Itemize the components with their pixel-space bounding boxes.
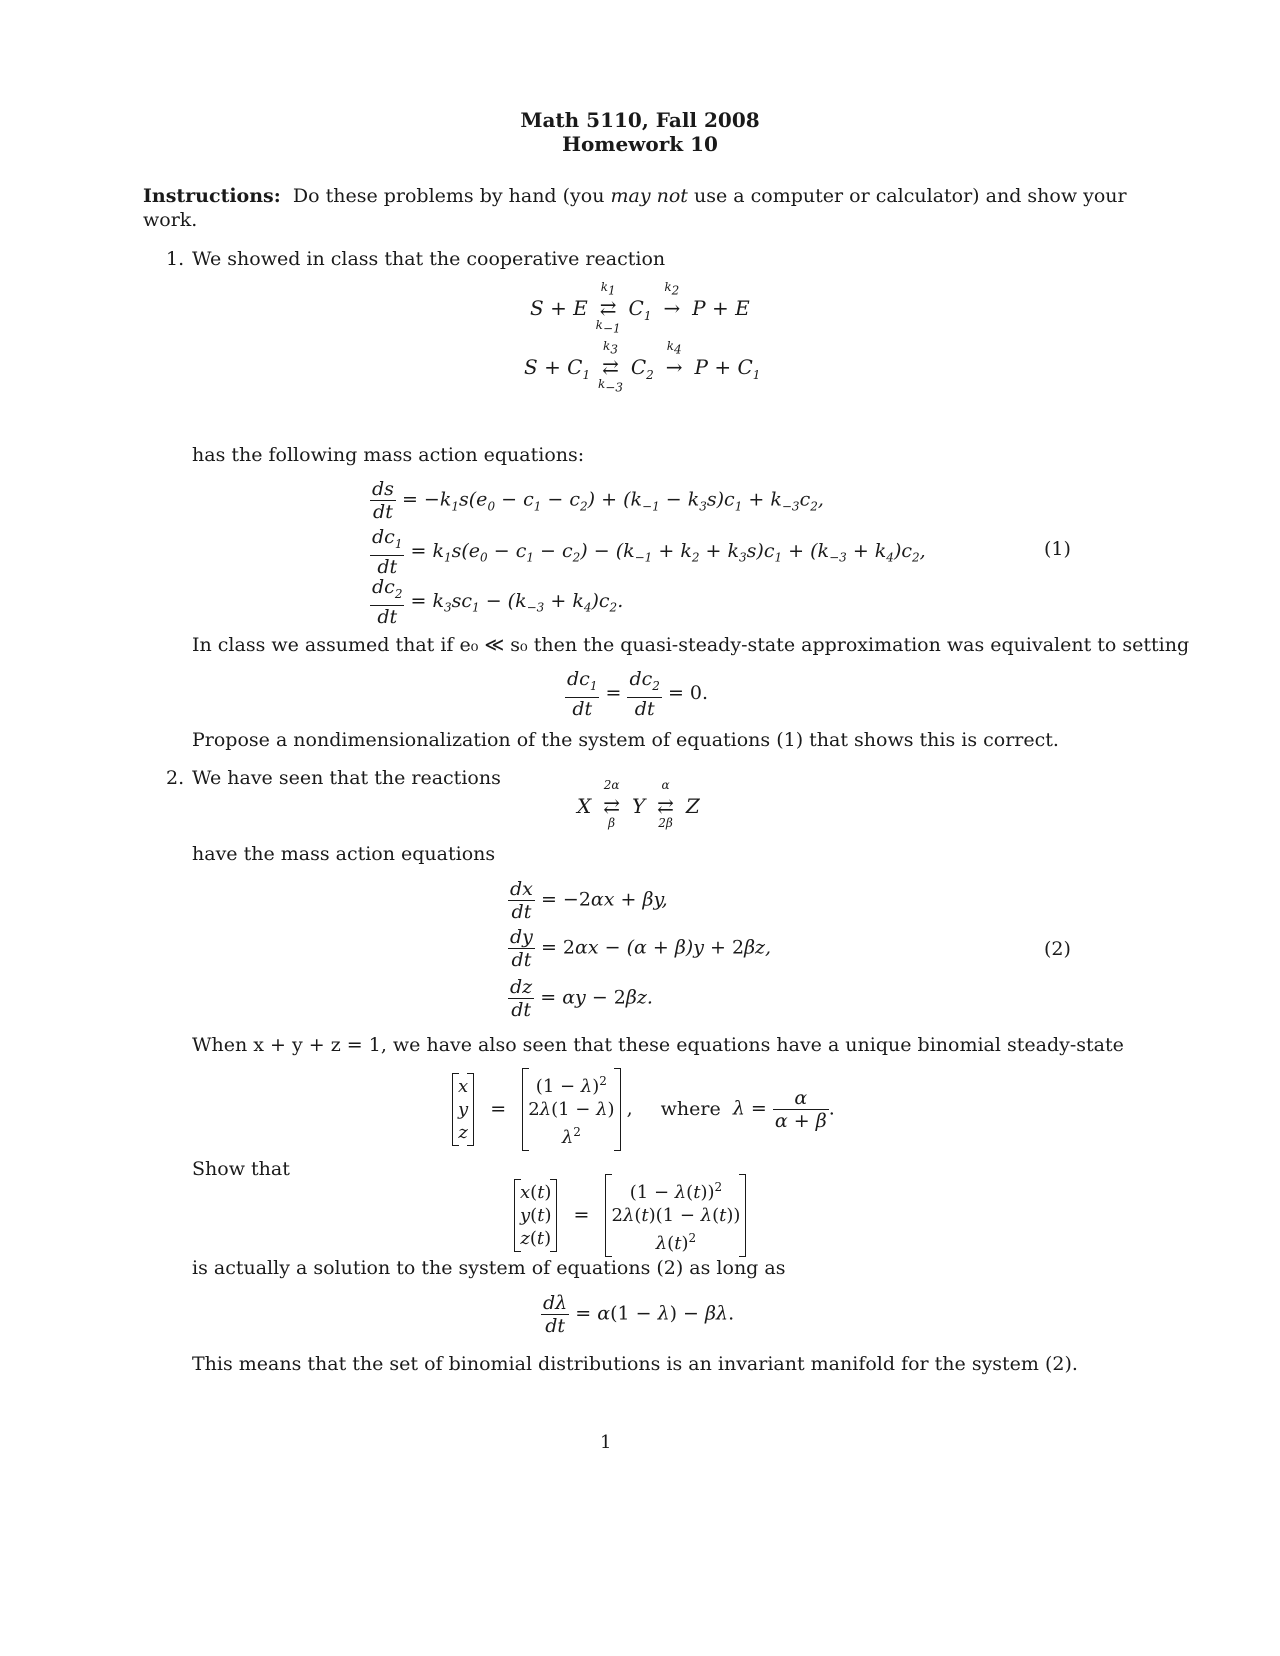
equation-dz-dt: $\frac{dz}{dt}$ = αy − 2βz. — [510, 976, 653, 1021]
equation-dc2-dt: $\frac{dc_2}{dt}$ = $k_3sc_1 - (k_{-3} + k_4)c_2$. — [372, 576, 624, 628]
vector-xyz-t: x(t) y(t) z(t) — [514, 1179, 557, 1252]
equation-number-1: (1) — [1044, 538, 1071, 560]
equation-dlambda-dt: $\frac{d\lambda}{dt}$ = α(1 − λ) − βλ. — [543, 1292, 735, 1337]
problem2-mass-action-intro: have the mass action equations — [192, 843, 496, 865]
equation-dc1-dt: $\frac{dc_1}{dt}$ = $k_1s(e_0 - c_1 - c_2) - (k_{-1} + k_2 + k_3s)c_1 + (k_{-3} + k_4)c_2$, — [372, 526, 926, 578]
instructions — [143, 184, 1127, 208]
problem2-solution-text: is actually a solution to the system of equations (2) as long as — [192, 1257, 786, 1279]
course-title: Math 5110, Fall 2008 — [520, 108, 760, 132]
vector-binomial: $(1 - \lambda)^2$ 2λ(1 − λ) $\lambda^2$ — [522, 1068, 620, 1151]
equation-dy-dt: $\frac{dy}{dt}$ = 2αx − (α + β)y + 2βz, — [510, 926, 772, 971]
vector-xyz: x y z — [452, 1073, 474, 1146]
problem2-steady-text: When x + y + z = 1, we have also seen that these equations have a unique binomial steady-state — [192, 1034, 1124, 1056]
equation-dx-dt: $\frac{dx}{dt}$ = −2αx + βy, — [510, 878, 668, 923]
instructions-emph: may not — [610, 185, 688, 207]
problem1-intro: We showed in class that the cooperative reaction — [192, 248, 666, 270]
reaction-1: S + E ⇄ $k_1$ $k_{-1}$ $C_1$ → $k_2$ P + E — [530, 280, 750, 336]
problem1-number: 1. — [166, 248, 185, 270]
equation-ds-dt: $\frac{ds}{dt}$ = $-k_1s(e_0 - c_1 - c_2) + (k_{-1} - k_3s)c_1 + k_{-3}c_2$, — [372, 478, 824, 523]
equation-number-2: (2) — [1044, 938, 1071, 960]
problem2-intro: We have seen that the reactions — [192, 767, 501, 789]
equation-steady-state: x y $z = (1 - \lambda)^2$ 2λ(1 − λ) $\lambda^2$ , where λ = $\frac{\alpha}{\alpha + \beta}$ . — [452, 1068, 835, 1151]
problem2-show-that: Show that — [192, 1158, 290, 1180]
instructions-label: Instructions: — [143, 185, 281, 207]
instructions-text-after: use a computer or calculator) and show your — [694, 185, 1127, 207]
vector-binomial-t: $(1 - \lambda(t))^2$ 2λ(t)(1 − λ(t)) $\lambda(t)^2$ — [605, 1174, 746, 1257]
problem1-mass-action-intro: has the following mass action equations: — [192, 444, 585, 466]
instructions-text-before: Do these problems by hand (you — [292, 185, 605, 207]
problem2-number: 2. — [166, 767, 185, 789]
reaction-3: X ⇄ 2α β Y ⇄ α 2β Z — [577, 778, 700, 830]
page-number: 1 — [600, 1432, 612, 1453]
problem1-qssa-text: In class we assumed that if e₀ ≪ s₀ then the quasi-steady-state approximation was equivalent to setting — [192, 634, 1190, 656]
where-text: where — [660, 1097, 721, 1120]
problem2-conclusion: This means that the set of binomial distributions is an invariant manifold for the system (2). — [192, 1353, 1078, 1375]
instructions-line2: work. — [143, 209, 198, 231]
assignment-title: Homework 10 — [562, 132, 718, 156]
reaction-2: $S + C_1$ ⇄ $k_3$ $k_{-3}$ $C_2$ → $k_4$ $P + C_1$ — [524, 339, 761, 395]
equation-qssa: $\frac{dc_1}{dt}$ = $\frac{dc_2}{dt}$ = 0. — [567, 668, 709, 720]
problem1-propose-text: Propose a nondimensionalization of the system of equations (1) that shows this is correct. — [192, 729, 1059, 751]
equation-time-solution: x(t) y(t) $z(t) = (1 - \lambda(t))^2$ 2λ(t)(1 − λ(t)) $\lambda(t)^2$ — [514, 1174, 746, 1257]
